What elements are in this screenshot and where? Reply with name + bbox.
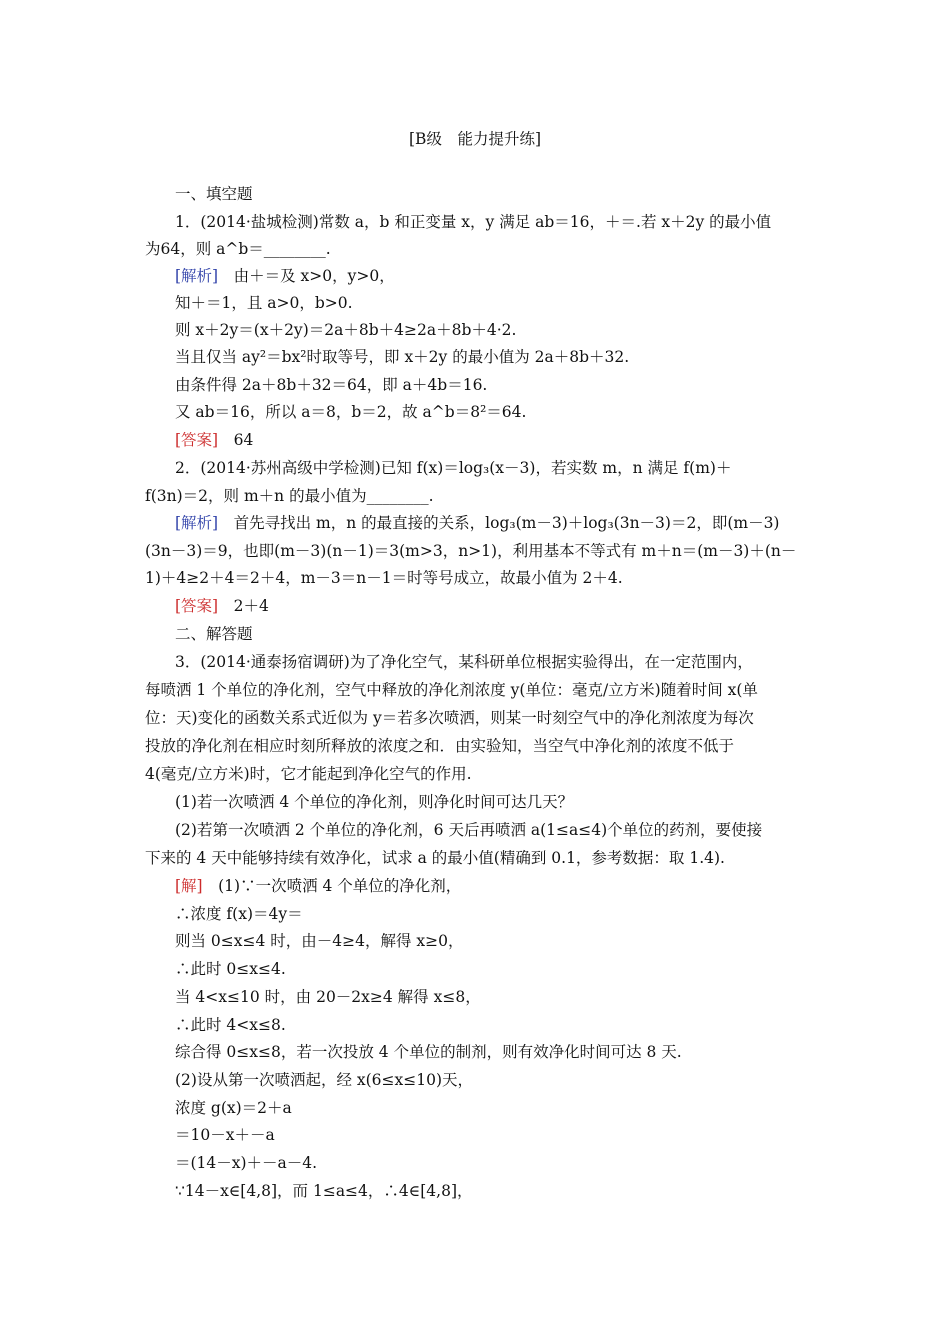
q1-analysis-line: 当且仅当 ay²＝bx²时取等号，即 x＋2y 的最小值为 2a＋8b＋32. (175, 348, 630, 366)
q3-solution-line: 则当 0≤x≤4 时，由－4≥4，解得 x≥0， (175, 932, 464, 950)
q3-solution-line: ∴浓度 f(x)＝4y＝ (175, 905, 303, 923)
q2-analysis-line: 1)＋4≥2＋4＝2＋4，m－3＝n－1＝时等号成立，故最小值为 2＋4. (145, 569, 623, 587)
q3-solution-line: ∴此时 0≤x≤4. (175, 960, 286, 978)
solution-tag: [解] (175, 877, 203, 895)
q3-solution-line: ∴此时 4<x≤8. (175, 1016, 286, 1034)
answer-tag: [答案] (175, 431, 219, 449)
q1-analysis-first (175, 265, 835, 287)
part2-heading: 二、解答题 (175, 625, 253, 643)
q3-stem-line: 每喷洒 1 个单位的净化剂，空气中释放的净化剂浓度 y(单位：毫克/立方米)随着时间 x(单 (145, 681, 758, 699)
q3-solution-line: ∵14－x∈[4,8]，而 1≤a≤4，∴4∈[4,8]， (175, 1182, 473, 1200)
q1-analysis-text: 由＋＝及 x>0，y>0， (233, 267, 395, 285)
q3-solution-line: 综合得 0≤x≤8，若一次投放 4 个单位的制剂，则有效净化时间可达 8 天. (175, 1043, 682, 1061)
q1-line2: 为64，则 a^b＝________. (145, 240, 331, 258)
answer-tag: [答案] (175, 597, 219, 615)
q2-answer (175, 595, 835, 617)
q2-line2: f(3n)＝2，则 m＋n 的最小值为________. (145, 487, 434, 505)
q1-answer (175, 429, 835, 451)
section-title: [B级 能力提升练] (409, 130, 541, 148)
analysis-tag: [解析] (175, 514, 219, 532)
q2-answer-value: 2＋4 (233, 597, 269, 615)
q3-solution-line: ＝(14－x)＋－a－4. (175, 1154, 318, 1172)
q3-sub2-line1: (2)若第一次喷洒 2 个单位的净化剂，6 天后再喷洒 a(1≤a≤4)个单位的药剂，要使接 (175, 821, 763, 839)
q1-answer-value: 64 (233, 431, 254, 449)
q1-line1: 1．(2014·盐城检测)常数 a，b 和正变量 x，y 满足 ab＝16，＋＝.若 x＋2y 的最小值 (175, 213, 772, 231)
q3-stem-line: 4(毫克/立方米)时，它才能起到净化空气的作用. (145, 765, 472, 783)
q3-sub2-line2: 下来的 4 天中能够持续有效净化，试求 a 的最小值(精确到 0.1，参考数据：取 1.4). (145, 849, 725, 867)
q1-analysis-line: 则 x＋2y＝(x＋2y)＝2a＋8b＋4≥2a＋8b＋4·2. (175, 321, 517, 339)
q1-analysis-line: 知＋＝1，且 a>0，b>0. (175, 294, 353, 312)
q3-solution-line: 浓度 g(x)＝2＋a (175, 1099, 292, 1117)
q2-analysis-text: 首先寻找出 m，n 的最直接的关系，log₃(m－3)＋log₃(3n－3)＝2，即(m－3) (233, 514, 780, 532)
q3-stem-line: 位：天)变化的函数关系式近似为 y＝若多次喷洒，则某一时刻空气中的净化剂浓度为每次 (145, 709, 754, 727)
q2-analysis-first (175, 512, 835, 534)
q3-solution-line: ＝10－x＋－a (175, 1126, 275, 1144)
q2-line1: 2．(2014·苏州高级中学检测)已知 f(x)＝log₃(x－3)，若实数 m，n 满足 f(m)＋ (175, 459, 732, 477)
q3-stem-line: 投放的净化剂在相应时刻所释放的浓度之和．由实验知，当空气中净化剂的浓度不低于 (145, 737, 735, 755)
part1-heading: 一、填空题 (175, 185, 253, 203)
analysis-tag: [解析] (175, 267, 219, 285)
q3-sub1: (1)若一次喷洒 4 个单位的净化剂，则净化时间可达几天？ (175, 793, 574, 811)
q2-analysis-line: (3n－3)＝9，也即(m－3)(n－1)＝3(m>3，n>1)，利用基本不等式有 m＋n＝(m－3)＋(n－ (145, 542, 797, 560)
q3-solution-first (175, 875, 835, 897)
q1-analysis-line: 又 ab＝16，所以 a＝8，b＝2，故 a^b＝8²＝64. (175, 403, 527, 421)
q3-solution-text: (1)∵一次喷洒 4 个单位的净化剂， (218, 877, 462, 895)
q3-solution-line: (2)设从第一次喷洒起，经 x(6≤x≤10)天， (175, 1071, 474, 1089)
q1-analysis-line: 由条件得 2a＋8b＋32＝64，即 a＋4b＝16. (175, 376, 488, 394)
q3-solution-line: 当 4<x≤10 时，由 20－2x≥4 解得 x≤8， (175, 988, 481, 1006)
q3-stem-line: 3．(2014·通泰扬宿调研)为了净化空气，某科研单位根据实验得出，在一定范围内， (175, 653, 753, 671)
